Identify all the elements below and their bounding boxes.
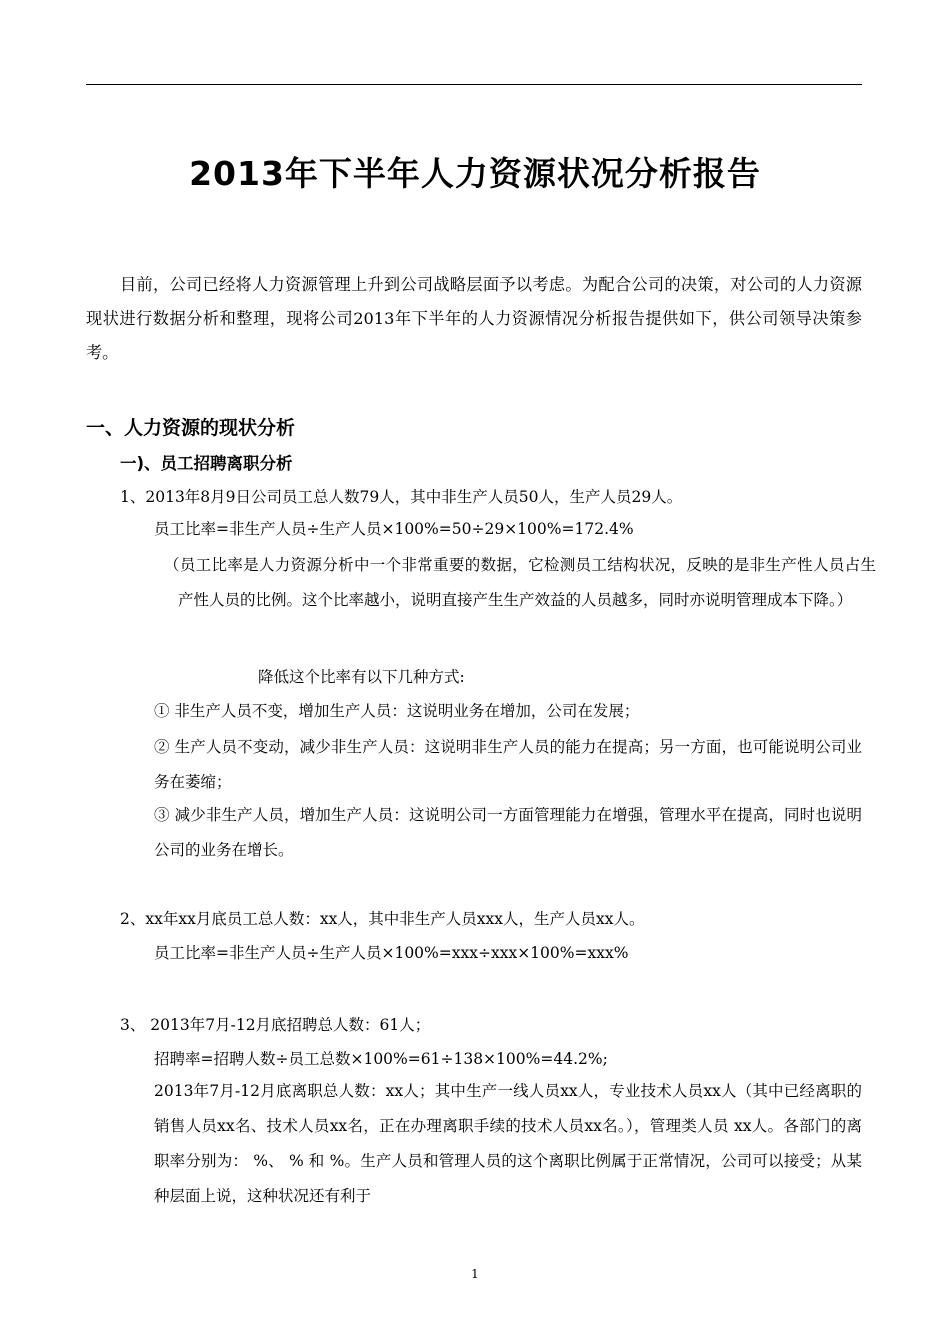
document-title: 2013年下半年人力资源状况分析报告 [189, 154, 761, 193]
header-rule [86, 84, 862, 85]
ways-intro: 降低这个比率有以下几种方式: [258, 668, 465, 686]
item-2-line: 2、xx年xx月底员工总人数：xx人，其中非生产人员xxx人，生产人员xx人。 [120, 910, 645, 928]
item-2-formula: 员工比率=非生产人员÷生产人员×100%=xxx÷xxx×100%=xxx% [154, 944, 629, 962]
item-3-detail: 2013年7月-12月底离职总人数：xx人；其中生产一线人员xx人，专业技术人员xx人（其中已经离职的销售人员xx名、技术人员xx名，正在办理离职手续的技术人员xx名。），管理类人员 xx人。各部门的离职率分别为： %、 % 和 %。生产人员和管理人员的这个离职比例属于正常情况，公司可以接受；从某种层面上说，这种状况还有利于 [154, 1082, 862, 1205]
item-1-formula: 员工比率=非生产人员÷生产人员×100%=50÷29×100%=172.4% [154, 520, 634, 538]
way-item: ① 非生产人员不变，增加生产人员：这说明业务在增加，公司在发展； [154, 702, 640, 720]
intro-paragraph: 目前，公司已经将人力资源管理上升到公司战略层面予以考虑。为配合公司的决策，对公司的人力资源现状进行数据分析和整理，现将公司2013年下半年的人力资源情况分析报告提供如下，供公司领导决策参考。 [86, 275, 862, 362]
page-number: 1 [471, 1267, 479, 1281]
item-3-line: 3、 2013年7月-12月底招聘总人数：61人； [120, 1016, 431, 1034]
way-item: ② 生产人员不变动，减少非生产人员：这说明非生产人员的能力在提高；另一方面，也可能说明公司业务在萎缩； [154, 738, 862, 791]
item-1-note: （员工比率是人力资源分析中一个非常重要的数据，它检测员工结构状况，反映的是非生产性人员占生产性人员的比例。这个比率越小，说明直接产生生产效益的人员越多，同时亦说明管理成本下降。） [164, 556, 876, 609]
item-3-formula: 招聘率=招聘人数÷员工总数×100%=61÷138×100%=44.2%; [154, 1050, 608, 1068]
subsection-heading: 一)、员工招聘离职分析 [120, 454, 293, 473]
way-item: ③ 减少非生产人员，增加生产人员：这说明公司一方面管理能力在增强，管理水平在提高，同时也说明公司的业务在增长。 [154, 806, 862, 859]
item-1-line: 1、2013年8月9日公司员工总人数79人，其中非生产人员50人，生产人员29人。 [120, 488, 683, 506]
section-heading: 一、人力资源的现状分析 [86, 417, 296, 439]
